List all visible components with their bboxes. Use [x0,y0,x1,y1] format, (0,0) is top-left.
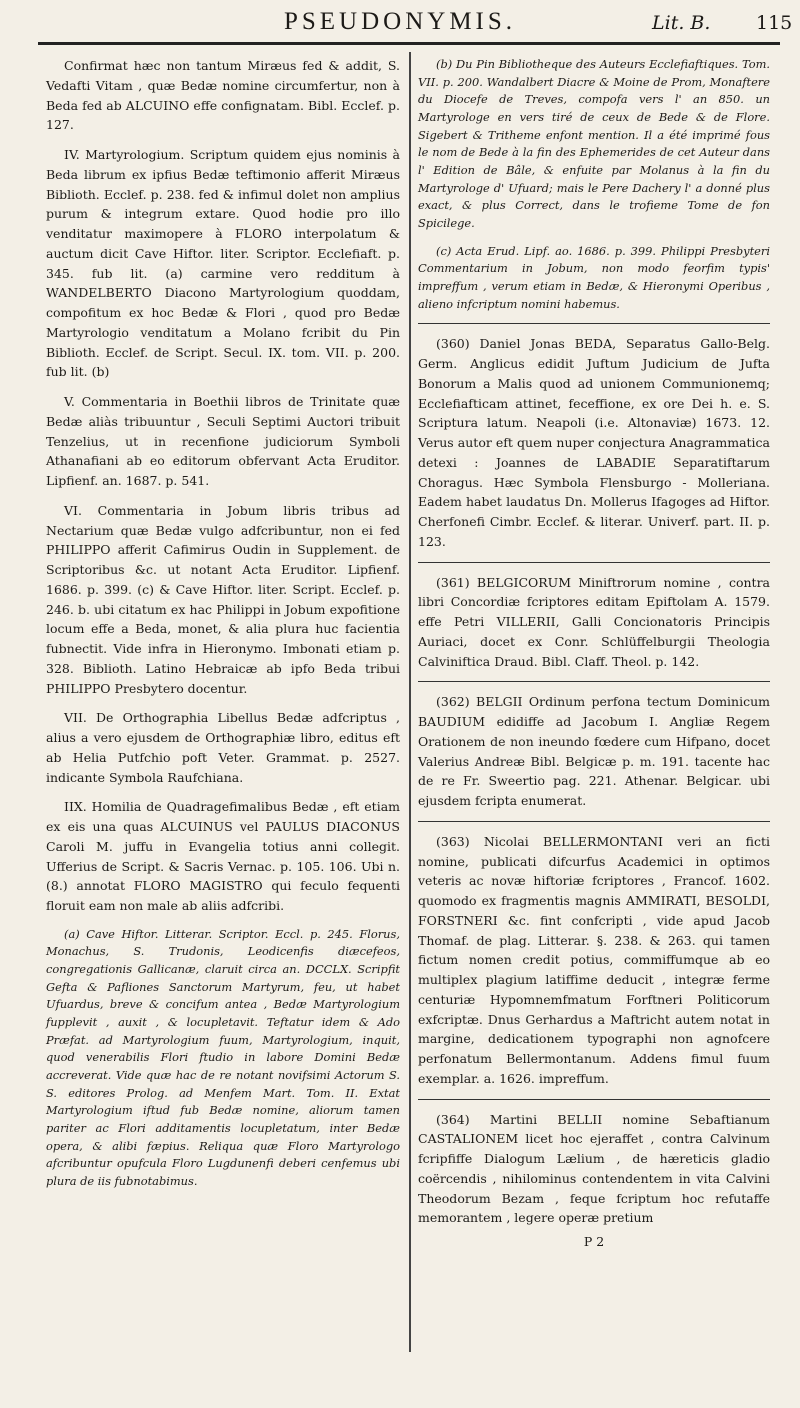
signature-mark: P 2 [583,1234,605,1250]
paragraph: IIX. Homilia de Quadragefimalibus Bedæ , eft etiam ex eis una quas ALCUINUS vel PAULUS DIACONUS Caroli M. juffu in Evangelia totius anni collegit. Ufferius de Script. & Sacris Vernac. p. 105. 106. Ubi n. (8.) annotat FLORO MAGISTRO qui feculo fequenti floruit eam non male ab aliis adfcribi. [46,799,400,913]
footnote-b: (b) Du Pin Bibliotheque des Auteurs Ecclefiaftiques. Tom. VII. p. 200. Wandalbert Diacre & Moine de Prom, Monaftere du Diocefe de Treves, compofa vers l' an 850. un Martyrologe en vers tiré de ceux de Bede & de Flore. Sigebert & Tritheme enfont mention. Il a été imprimé fous le nom de Bede à la fin des Ephemerides de cet Auteur dans l' Edition de Bâle, & enfuite par Molanus à la fin du Martyrologe d' Ufuard; mais le Pere Dachery l' a donné plus exact, & plus Correct, dans le trofieme Tome de fon Spicilege. [418,57,770,231]
section-rule [418,821,770,822]
section-rule [418,323,770,324]
paragraph: V. Commentaria in Boethii libros de Trinitate quæ Bedæ aliàs tribuuntur , Seculi Septimi Auctori tribuit Tenzelius, ut in recenfione judiciorum Symboli Athanafiani ab eo editorum obfervant Acta Eruditor. Lipfienf. an. 1687. p. 541. [46,394,400,488]
liber-label: Lit. B. [652,12,711,34]
paragraph: Confirmat hæc non tantum Miræus fed & addit, S. Vedafti Vitam , quæ Bedæ nomine circumfertur, non à Beda fed ab ALCUINO effe confignatam. Bibl. Ecclef. p. 127. [46,58,400,133]
right-column [418,56,770,1252]
paragraph: IV. Martyrologium. Scriptum quidem ejus nominis à Beda librum ex ipfius Bedæ teftimonio afferit Miræus Biblioth. Ecclef. p. 238. fed & infimul dolet non amplius purum & integrum extare. Quod hodie pro illo venditatur maximopere à FLORO interpolatum & auctum dicit Cave Hiftor. liter. Scriptor. Ecclefiaft. p. 345. fub lit. (a) carmine vero redditum à WANDELBERTO Diacono Martyrologium quoddam, compofitum ex hoc Bedæ & Flori , quod pro Bedæ Martyrologio venditatum a Molano fcribit du Pin Biblioth. Ecclef. de Script. Secul. IX. tom. VII. p. 200. fub lit. (b) [46,147,400,380]
entry-360: (360) Daniel Jonas BEDA, Separatus Gallo-Belg. Germ. Anglicus edidit Juftum Judicium de Jufta Bonorum a Malis quod ad unionem Communionemq; Ecclefiafticam attinet, feceffione, ex ore Dei h. e. S. Scriptura latum. Neapoli (i.e. Altonaviæ) 1673. 12. Verus autor eft quem nuper conjectura Anagrammatica detexi : Joannes de LABADIE Separatiftarum Choragus. Hæc Symbola Flensburgo - Molleriana. Eadem habet laudatus Dn. Mollerus Ifagoges ad Hiftor. Cherfonefi Cimbr. Ecclef. & literar. Univerf. part. II. p. 123. [418,336,770,549]
column-divider [409,52,411,1352]
entry-363: (363) Nicolai BELLERMONTANI veri an ficti nomine, publicati difcurfus Academici in optimos veteris ac novæ hiftoriæ fcriptores , Francof. 1602. quomodo ex fragmentis magnis AMMIRATI, BESOLDI, FORSTNERI &c. fint confcripti , vide apud Jacob Thomaf. de plag. Litterar. §. 238. & 263. qui tamen fictum nomen credit potius, commiffumque ab eo multiplex plagium latiffime deducit , integræ ferme centuriæ Hypomnemfmatum Forftneri Politicorum exfcriptæ. Dnus Gerhardus a Maftricht autem notat in margine, dedicationem typographi non agnofcere perfonatum Bellermontanum. Addens fimul fuum exemplar. a. 1626. impreffum. [418,833,770,1086]
page-header [0,6,800,46]
left-column [46,56,400,1201]
header-rule [38,42,780,45]
paragraph: VII. De Orthographia Libellus Bedæ adfcriptus , alius a vero ejusdem de Orthographiæ libro, editus eft ab Helia Putfchio poft Veter. Grammat. p. 2527. indicante Symbola Raufchiana. [46,710,400,785]
paragraph: VI. Commentaria in Jobum libris tribus ad Nectarium quæ Bedæ vulgo adfcribuntur, non ei fed PHILIPPO afferit Cafimirus Oudin in Supplement. de Scriptoribus &c. ut notant Acta Eruditor. Lipfienf. 1686. p. 399. (c) & Cave Hiftor. liter. Script. Ecclef. p. 246. b. ubi citatum ex hac Philippi in Jobum expofitione locum effe a Beda, monet, & alia plura huc facientia fubnectit. Vide infra in Hieronymo. Imbonati etiam p. 328. Biblioth. Latino Hebraicæ ab ipfo Beda tribui PHILIPPO Presbytero docentur. [46,502,400,696]
footnote-c: (c) Acta Erud. Lipf. ao. 1686. p. 399. Philippi Presbyteri Commentarium in Jobum, non modo feorfim typis' impreffum , verum etiam in Bedæ, & Hieronymi Operibus , alieno infcriptum nomini habemus. [418,243,770,311]
section-rule [418,1099,770,1100]
section-rule [418,562,770,563]
entry-364: (364) Martini BELLII nomine Sebaftianum CASTALIONEM licet hoc ejeraffet , contra Calvinum fcripfiffe Dialogum Lælium , de hæreticis gladio coërcendis , nihilominus contendentem in vita Calvini Theodorum Bezam , feque fcriptum hoc refutaffe memorantem , legere operæ pretium [418,1111,770,1226]
page-number: 115 [756,12,793,34]
running-title: PSEUDONYMIS. [283,8,517,35]
entry-361: (361) BELGICORUM Miniftrorum nomine , contra libri Concordiæ fcriptores editam Epiftolam A. 1579. effe Petri VILLERII, Galli Concionatoris Principis Auriaci, docet ex Conr. Schlüffelburgii Theologia Calviniftica Draud. Bibl. Claff. Theol. p. 142. [418,574,770,669]
section-rule [418,681,770,682]
entry-362: (362) BELGII Ordinum perfona tectum Dominicum BAUDIUM edidiffe ad Jacobum I. Angliæ Regem Orationem de non ineundo fœdere cum Hifpano, docet Valerius Andreæ Bibl. Belgicæ p. m. 191. tacente hac de re Fr. Sweertio pag. 221. Athenar. Belgicar. ubi ejusdem fcripta enumerat. [418,694,770,809]
footnote-a: (a) Cave Hiftor. Litterar. Scriptor. Eccl. p. 245. Florus, Monachus, S. Trudonis, Leodicenfis diæcefeos, congregationis Gallicanæ, claruit circa an. DCCLX. Scripfit Gefta & Pafliones Sanctorum Martyrum, feu, ut habet Ufuardus, breve & concifum antea , Bedæ Martyrologium fupplevit , auxit , & locupletavit. Teftatur idem & Ado Præfat. ad Martyrologium fuum, Martyrologium, inquit, quod venerabilis Flori ftudio in labore Domini Bedæ accreverat. Vide quæ hac de re notant novifsimi Actorum S. S. editores Prolog. ad Menfem Mart. Tom. II. Extat Martyrologium iftud fub Bedæ nomine, aliorum tamen pariter ac Flori additamentis locupletatum, inter Bedæ opera, & alibi fæpius. Reliqua quæ Floro Martyrologo afcribuntur opufcula Floro Lugdunenfi deberi cenfemus ubi plura de iis fubnotabimus. [46,926,400,1189]
